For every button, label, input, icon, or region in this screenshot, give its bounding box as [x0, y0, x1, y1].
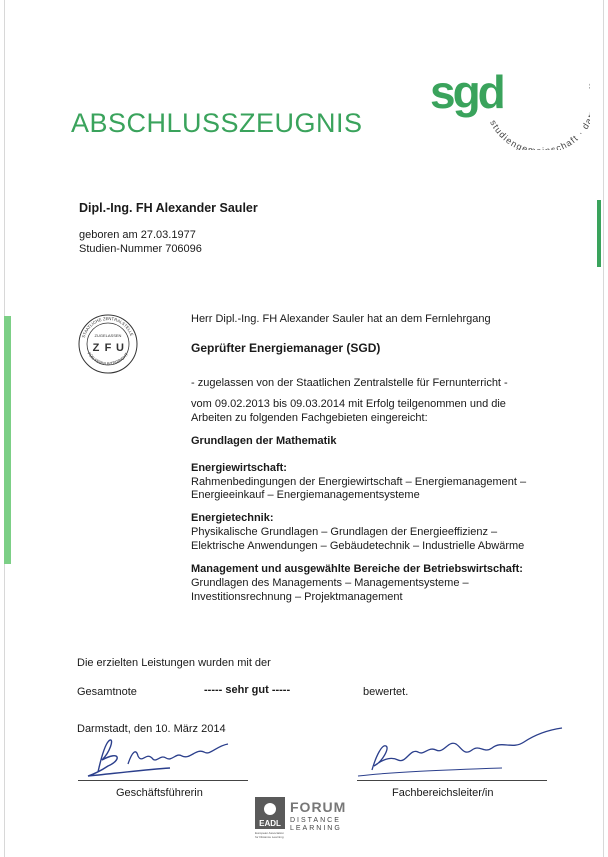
subject-line: Energieeinkauf – Energiemanagementsysteme [191, 489, 420, 501]
subject-line: Physikalische Grundlagen – Grundlagen der Energieeffizienz – [191, 526, 498, 538]
forum-text: FORUM [290, 799, 347, 815]
subject-heading: Management und ausgewählte Bereiche der Betriebswirtschaft: [191, 563, 523, 575]
right-signature [352, 726, 572, 782]
left-signature-line [78, 780, 248, 781]
left-signature [80, 734, 250, 782]
left-signature-role: Geschäftsführerin [116, 787, 203, 799]
subject-line: Grundlagen des Managements – Managementsysteme – [191, 577, 469, 589]
right-accent-bar [597, 200, 601, 267]
student-name: Dipl.-Ing. FH Alexander Sauler [79, 201, 258, 215]
course-period-1: vom 09.02.2013 bis 09.03.2014 mit Erfolg teilgenommen und die [191, 398, 506, 410]
place-date: Darmstadt, den 10. März 2014 [77, 723, 226, 735]
seal-letter-f: F [104, 342, 112, 354]
result-label: Gesamtnote [77, 686, 137, 698]
seal-top-text: STAATLICHE ZENTRALSTELLE [80, 315, 135, 339]
subject-heading: Grundlagen der Mathematik [191, 435, 337, 447]
document-title: ABSCHLUSSZEUGNIS [71, 108, 363, 138]
seal-mid-text: ZUGELASSEN [94, 333, 122, 338]
course-approved: - zugelassen von der Staatlichen Zentralstelle für Fernunterricht - [191, 377, 508, 389]
subject-heading: Energiewirtschaft: [191, 462, 287, 474]
zfu-seal [77, 313, 139, 375]
course-intro: Herr Dipl.-Ing. FH Alexander Sauler hat an dem Fernlehrgang [191, 313, 491, 325]
logo-ring-text: studienge schaft · [488, 118, 587, 150]
page-border-right [603, 0, 604, 857]
logo-letters: sgd [430, 66, 503, 118]
subject-heading: Energietechnik: [191, 512, 274, 524]
subject-line: Investitionsrechnung – Projektmanagement [191, 591, 403, 603]
course-name: Geprüfter Energiemanager (SGD) [191, 341, 381, 355]
seal-letter-u: U [116, 342, 124, 354]
result-intro: Die erzielten Leistungen wurden mit der [77, 657, 271, 669]
sgd-logo [430, 40, 590, 150]
subject-line: Elektrische Anwendungen – Gebäudetechnik – Industrielle Abwärme [191, 540, 525, 552]
subject-line: Rahmenbedingungen der Energiewirtschaft – Energiemanagement – [191, 476, 527, 488]
eadl-text: EADL [259, 819, 281, 828]
eadl-subtitle: European Association for Distance Learning [255, 831, 285, 839]
student-birth: geboren am 27.03.1977 [79, 229, 196, 241]
right-signature-role: Fachbereichsleiter/in [392, 787, 494, 799]
student-number: Studien-Nummer 706096 [79, 243, 202, 255]
course-period-2: Arbeiten zu folgenden Fachgebieten eingereicht: [191, 412, 428, 424]
seal-letter-z: Z [92, 342, 100, 354]
left-accent-bar [4, 316, 11, 564]
result-grade: ----- sehr gut ----- [204, 684, 291, 696]
forum-learning: LEARNING [290, 825, 342, 832]
eadl-mark [255, 797, 285, 829]
eadl-logo [255, 797, 285, 843]
seal-bottom-text: FÜR FERNUNTERRICHT [86, 351, 130, 367]
result-suffix: bewertet. [363, 686, 409, 698]
right-signature-line [357, 780, 547, 781]
forum-distance: DISTANCE [290, 817, 341, 824]
svg-text:studiengemeinschaft · darmstad [488, 81, 590, 150]
forum-logo [290, 799, 380, 843]
